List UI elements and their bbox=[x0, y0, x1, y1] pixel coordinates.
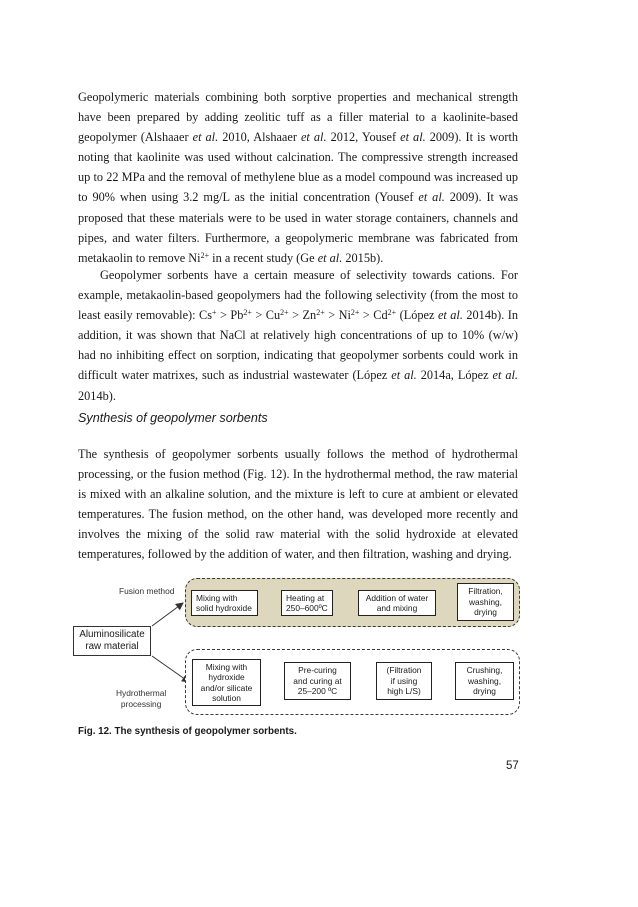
italic-run: et al. bbox=[300, 130, 327, 145]
italic-run: et al. bbox=[437, 308, 463, 323]
text-run: > Zn bbox=[288, 308, 317, 323]
page-number: 57 bbox=[506, 760, 519, 772]
section-heading: Synthesis of geopolymer sorbents bbox=[78, 411, 268, 425]
text-run: 2014a, López bbox=[416, 368, 493, 383]
raw-material-box: Aluminosilicate raw material bbox=[73, 626, 151, 656]
superscript-run: 2+ bbox=[316, 308, 325, 318]
text-run: (López bbox=[396, 308, 438, 323]
text-run: The synthesis of geopolymer sorbents usually follows the method of hydrothermal processing, or the fusion method (Fig. 12). In the hydrothermal method, the raw material is mixed with an alkaline solution, and the mixture is left to cure at ambient or elevated temperatures. The fusion method, on the other hand, was developed more recently and involves the mixing of the solid raw material with the solid hydroxide at elevated temperatures, followed by the addition of water, and then filtration, washing and drying. bbox=[78, 447, 518, 562]
text-run: 2015b). bbox=[342, 250, 384, 265]
superscript-run: 2+ bbox=[280, 308, 289, 318]
figure-caption: Fig. 12. The synthesis of geopolymer sorbents. bbox=[78, 726, 297, 737]
arrow-to-hydro bbox=[152, 656, 189, 682]
fusion-step-4: Filtration, washing, drying bbox=[457, 583, 514, 621]
hydro-step-4: Crushing, washing, drying bbox=[455, 662, 514, 700]
fusion-step-1: Mixing with solid hydroxide bbox=[191, 590, 258, 616]
italic-run: et al. bbox=[192, 130, 219, 145]
text-run: Geopolymeric materials combining both sorptive properties and mechanical strength have been prepared by adding zeolitic tuff as a filler material to a kaolinite-based geopolymer (Alshaaer bbox=[78, 90, 518, 145]
text-run: 2010, Alshaaer bbox=[218, 130, 301, 145]
text-run: > Pb bbox=[216, 308, 244, 323]
text-run: 2014b). In addition, it was shown that NaCl at relatively high concentrations of up to 10% (w/w) had no inhibiting effect on sorption, indicating that geopolymer sorbents could work in difficult water matrixes, such as industrial wastewater (López bbox=[78, 308, 519, 383]
superscript-run: 2+ bbox=[350, 308, 360, 318]
hydrothermal-label: Hydrothermal processing bbox=[116, 688, 167, 709]
fusion-step-2: Heating at 250–600ºC bbox=[281, 590, 333, 616]
text-run: 2009). It was proposed that these materials were to be used in water storage containers, channels and pipes, and water filters. Furthermore, a geopolymeric membrane was fabricated from metakaolin to remove Ni bbox=[78, 190, 519, 265]
fusion-step-3: Addition of water and mixing bbox=[358, 590, 436, 616]
hydro-step-3: (Filtration if using high L/S) bbox=[376, 662, 432, 700]
arrow-to-fusion bbox=[152, 603, 183, 626]
italic-run: et al. bbox=[391, 368, 417, 383]
text-run: Geopolymer sorbents have a certain measure of selectivity towards cations. For example, metakaolin-based geopolymers had the following selectivity (from the most to least easily removable): Cs bbox=[78, 268, 518, 323]
text-run: > Cd bbox=[359, 308, 388, 323]
hydro-step-1: Mixing with hydroxide and/or silicate solution bbox=[192, 659, 261, 706]
text-run: 2012, Yousef bbox=[326, 130, 401, 145]
text-run: > Cu bbox=[251, 308, 281, 323]
text-run: > Ni bbox=[324, 308, 351, 323]
superscript-run: + bbox=[212, 308, 217, 318]
italic-run: et al. bbox=[418, 190, 445, 205]
text-run: 2014b). bbox=[78, 388, 116, 403]
italic-run: et al. bbox=[317, 250, 343, 265]
superscript-run: 2+ bbox=[243, 308, 252, 318]
italic-run: et al. bbox=[492, 368, 519, 383]
fusion-method-label: Fusion method bbox=[119, 586, 175, 596]
hydro-step-2: Pre-curing and curing at 25–200 ºC bbox=[284, 662, 351, 700]
text-run: 2009). It is worth noting that kaolinite was used without calcination. The compressive strength increased up to 22 MPa and the removal of methylene blue as a model compound was increased up to 90% when using 3.2 mg/L as the initial concentration (Yousef bbox=[78, 130, 519, 205]
text-run: in a recent study (Ge bbox=[209, 250, 318, 265]
superscript-run: 2+ bbox=[387, 308, 397, 318]
superscript-run: 2+ bbox=[200, 250, 210, 260]
italic-run: et al. bbox=[400, 130, 426, 145]
